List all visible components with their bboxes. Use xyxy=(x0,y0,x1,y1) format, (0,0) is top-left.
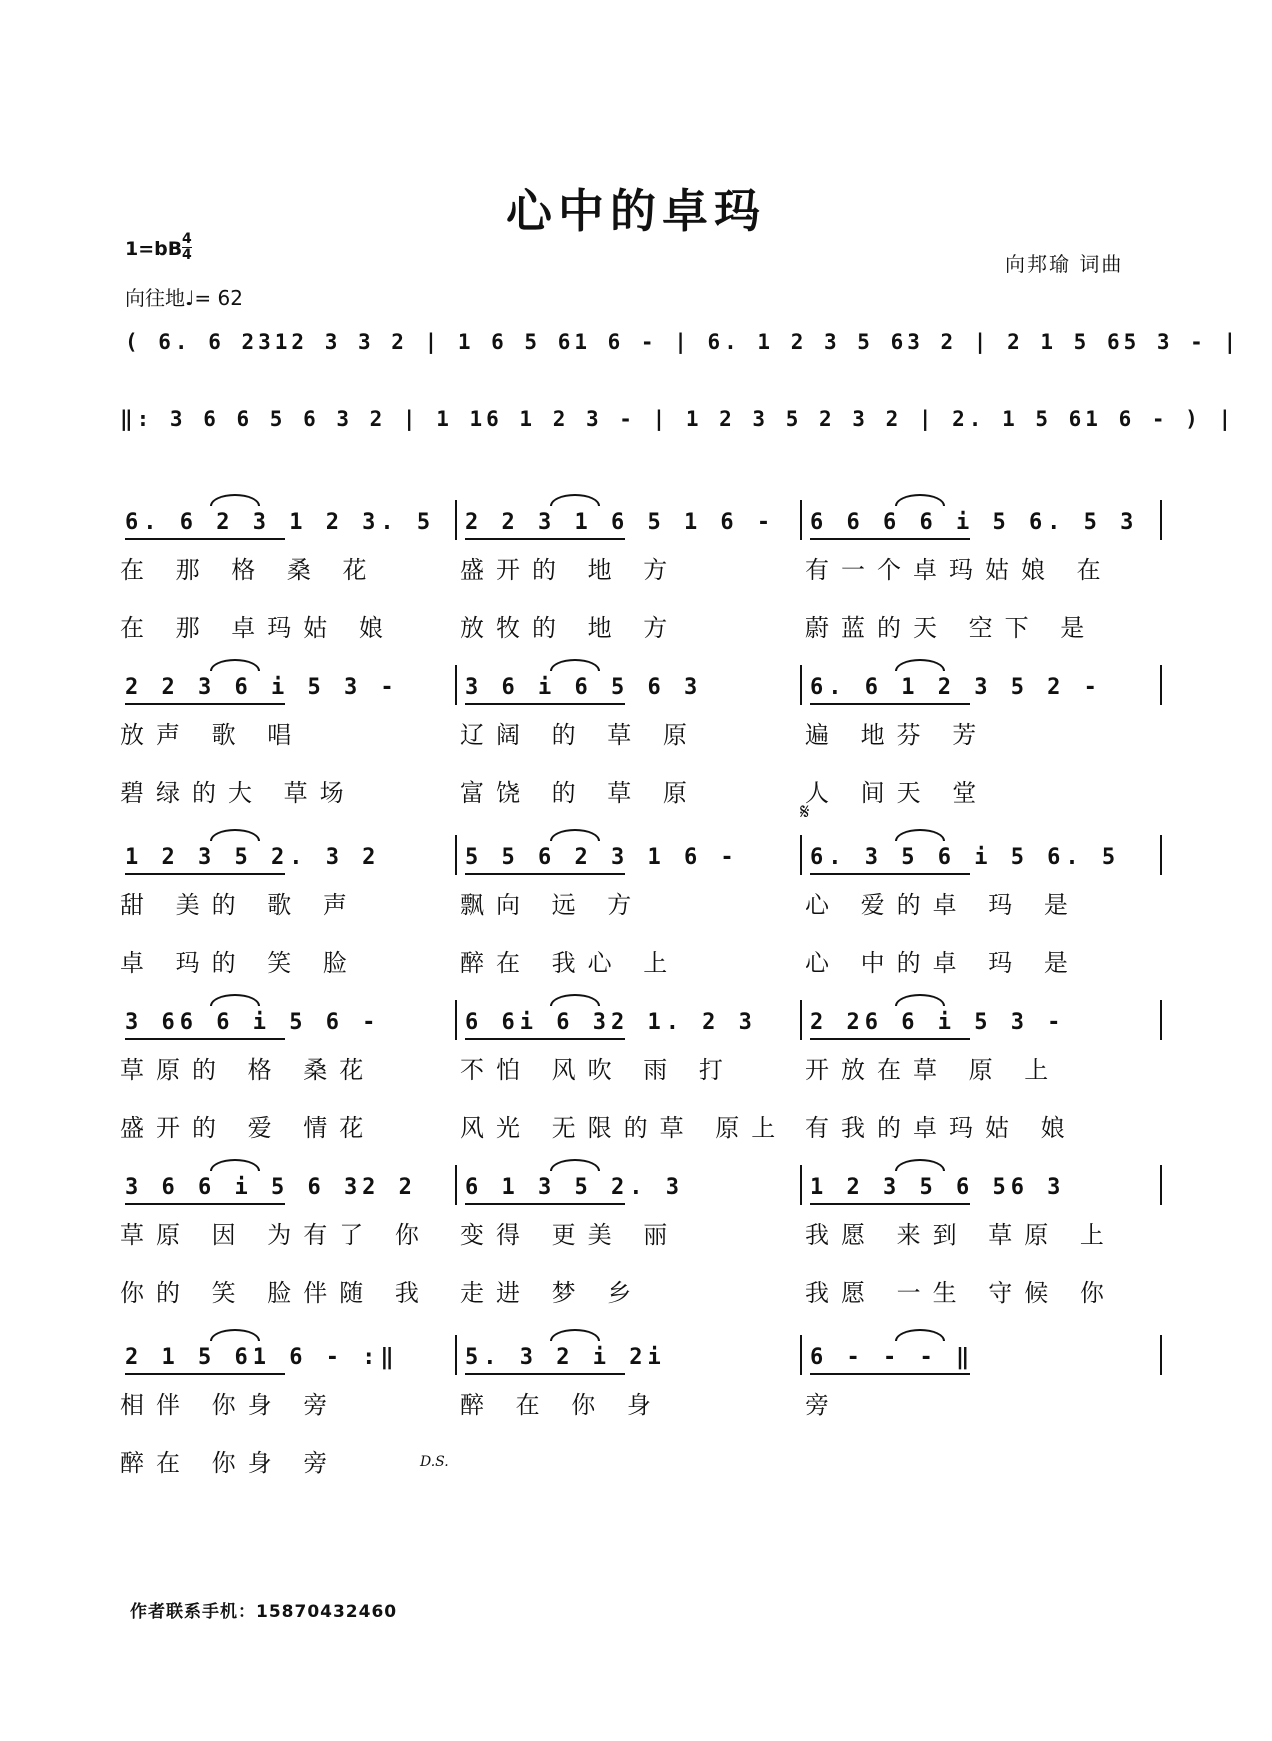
slur xyxy=(895,659,945,671)
barline xyxy=(1160,1000,1162,1040)
measure-notes: 5 5 6 2 3 1 6 - xyxy=(465,845,739,870)
measure-notes: 6. 6 1 2 3 5 2 - xyxy=(810,675,1102,700)
barline xyxy=(455,1000,457,1040)
lyric-line-2: 富饶 的 草 原 xyxy=(460,779,699,807)
lyric-line-1: 遍 地芬 芳 xyxy=(805,721,989,749)
lyric-line-1: 我愿 来到 草原 上 xyxy=(805,1221,1116,1249)
beam-underline xyxy=(125,538,285,540)
intro-row-1: ( 6. 6 2312 3 3 2 | 1 6 5 61 6 - | 6. 1 2 3 5 63 2 | 2 1 5 65 3 - | xyxy=(125,330,1241,354)
slur xyxy=(895,829,945,841)
beam-underline xyxy=(465,538,625,540)
slur xyxy=(550,494,600,506)
barline xyxy=(1160,500,1162,540)
measure-notes: 3 6 i 6 5 6 3 xyxy=(465,675,703,700)
barline xyxy=(455,835,457,875)
barline xyxy=(455,1335,457,1375)
slur xyxy=(210,1159,260,1171)
lyric-line-1: 草原 因 为有了 你 xyxy=(120,1221,431,1249)
lyric-line-2: 在 那 卓玛姑 娘 xyxy=(120,614,395,642)
slur xyxy=(895,1159,945,1171)
barline xyxy=(800,500,802,540)
slur xyxy=(550,659,600,671)
lyric-line-1: 盛开的 地 方 xyxy=(460,556,680,584)
slur xyxy=(210,994,260,1006)
measure-notes: 3 6 6 i 5 6 32 2 xyxy=(125,1175,417,1200)
beam-underline xyxy=(125,1373,285,1375)
beam-underline xyxy=(465,1203,625,1205)
lyric-line-2: 盛开的 爱 情花 xyxy=(120,1114,376,1142)
lyric-line-2: 我愿 一生 守候 你 xyxy=(805,1279,1116,1307)
lyric-line-2: 人 间天 堂 xyxy=(805,779,989,807)
lyric-line-1: 醉 在 你 身 xyxy=(460,1391,663,1419)
key-signature: 1=bB xyxy=(125,238,183,260)
song-title: 心中的卓玛 xyxy=(506,184,766,238)
measure-notes: 1 2 3 5 6 56 3 xyxy=(810,1175,1066,1200)
lyric-line-2: 有我的卓玛姑 娘 xyxy=(805,1114,1077,1142)
beam-underline xyxy=(810,1373,970,1375)
lyric-line-1: 甜 美的 歌 声 xyxy=(120,891,359,919)
lyric-line-1: 草原的 格 桑花 xyxy=(120,1056,376,1084)
measure-notes: 1 2 3 5 2. 3 2 xyxy=(125,845,381,870)
slur xyxy=(895,494,945,506)
beam-underline xyxy=(810,873,970,875)
barline xyxy=(800,1000,802,1040)
beam-underline xyxy=(465,1373,625,1375)
beam-underline xyxy=(810,1038,970,1040)
beam-underline xyxy=(125,703,285,705)
contact-info: 作者联系手机：15870432460 xyxy=(130,1602,398,1622)
lyric-line-1: 开放在草 原 上 xyxy=(805,1056,1061,1084)
lyric-line-2: 醉在 我心 上 xyxy=(460,949,680,977)
lyric-line-2: 醉在 你身 旁 xyxy=(120,1449,340,1477)
barline xyxy=(1160,1165,1162,1205)
lyric-line-1: 有一个卓玛姑娘 在 xyxy=(805,556,1113,584)
beam-underline xyxy=(810,703,970,705)
slur xyxy=(895,1329,945,1341)
slur xyxy=(550,829,600,841)
slur xyxy=(210,829,260,841)
slur xyxy=(210,659,260,671)
measure-notes: 2 1 5 61 6 - :‖ xyxy=(125,1345,399,1370)
ds-marking: D.S. xyxy=(420,1454,449,1470)
beam-underline xyxy=(125,1038,285,1040)
lyric-line-2: 走进 梦 乡 xyxy=(460,1279,644,1307)
slur xyxy=(550,1159,600,1171)
measure-notes: 2 2 3 1 6 5 1 6 - xyxy=(465,510,776,535)
barline xyxy=(1160,665,1162,705)
time-signature-bottom: 4 xyxy=(182,247,192,263)
segno-sign: 𝄋 xyxy=(800,800,810,825)
lyric-line-2: 放牧的 地 方 xyxy=(460,614,680,642)
lyric-line-1: 辽阔 的 草 原 xyxy=(460,721,699,749)
barline xyxy=(1160,835,1162,875)
barline xyxy=(800,1165,802,1205)
barline xyxy=(800,835,802,875)
time-signature-top: 4 xyxy=(182,231,192,247)
measure-notes: 2 26 6 i 5 3 - xyxy=(810,1010,1066,1035)
lyric-line-1: 不怕 风吹 雨 打 xyxy=(460,1056,735,1084)
beam-underline xyxy=(125,1203,285,1205)
slur xyxy=(210,1329,260,1341)
lyric-line-1: 在 那 格 桑 花 xyxy=(120,556,379,584)
measure-notes: 2 2 3 6 i 5 3 - xyxy=(125,675,399,700)
slur xyxy=(550,1329,600,1341)
measure-notes: 6 1 3 5 2. 3 xyxy=(465,1175,684,1200)
measure-notes: 3 66 6 i 5 6 - xyxy=(125,1010,381,1035)
author-credit: 向邦瑜 词曲 xyxy=(1005,252,1124,276)
lyric-line-2: 卓 玛的 笑 脸 xyxy=(120,949,359,977)
lyric-line-2: 心 中的卓 玛 是 xyxy=(805,949,1080,977)
measure-notes: 6. 6 2 3 1 2 3. 5 xyxy=(125,510,436,535)
lyric-line-1: 心 爱的卓 玛 是 xyxy=(805,891,1080,919)
slur xyxy=(895,994,945,1006)
intro-row-2: ‖: 3 6 6 5 6 3 2 | 1 16 1 2 3 - | 1 2 3 5 2 3 2 | 2. 1 5 61 6 - ) | xyxy=(120,407,1236,431)
beam-underline xyxy=(465,1038,625,1040)
beam-underline xyxy=(465,873,625,875)
lyric-line-1: 旁 xyxy=(805,1391,841,1419)
beam-underline xyxy=(465,703,625,705)
measure-notes: 6. 3 5 6 i 5 6. 5 xyxy=(810,845,1121,870)
beam-underline xyxy=(125,873,285,875)
lyric-line-1: 飘向 远 方 xyxy=(460,891,644,919)
barline xyxy=(800,665,802,705)
beam-underline xyxy=(810,538,970,540)
tempo-marking: 向往地♩= 62 xyxy=(125,286,243,310)
slur xyxy=(550,994,600,1006)
barline xyxy=(800,1335,802,1375)
lyric-line-2: 你的 笑 脸伴随 我 xyxy=(120,1279,431,1307)
measure-notes: 6 6 6 6 i 5 6. 5 3 xyxy=(810,510,1139,535)
measure-notes: 6 - - - ‖ xyxy=(810,1345,975,1370)
beam-underline xyxy=(810,1203,970,1205)
barline xyxy=(1160,1335,1162,1375)
slur xyxy=(210,494,260,506)
lyric-line-1: 相伴 你身 旁 xyxy=(120,1391,340,1419)
barline xyxy=(455,500,457,540)
barline xyxy=(455,665,457,705)
lyric-line-1: 放声 歌 唱 xyxy=(120,721,304,749)
barline xyxy=(455,1165,457,1205)
measure-notes: 5. 3 2 i 2i xyxy=(465,1345,666,1370)
lyric-line-2: 蔚蓝的天 空下 是 xyxy=(805,614,1097,642)
time-signature xyxy=(182,232,192,263)
lyric-line-2: 风光 无限的草 原上 xyxy=(460,1114,788,1142)
lyric-line-1: 变得 更美 丽 xyxy=(460,1221,680,1249)
lyric-line-2: 碧绿的大 草场 xyxy=(120,779,356,807)
measure-notes: 6 6i 6 32 1. 2 3 xyxy=(465,1010,757,1035)
